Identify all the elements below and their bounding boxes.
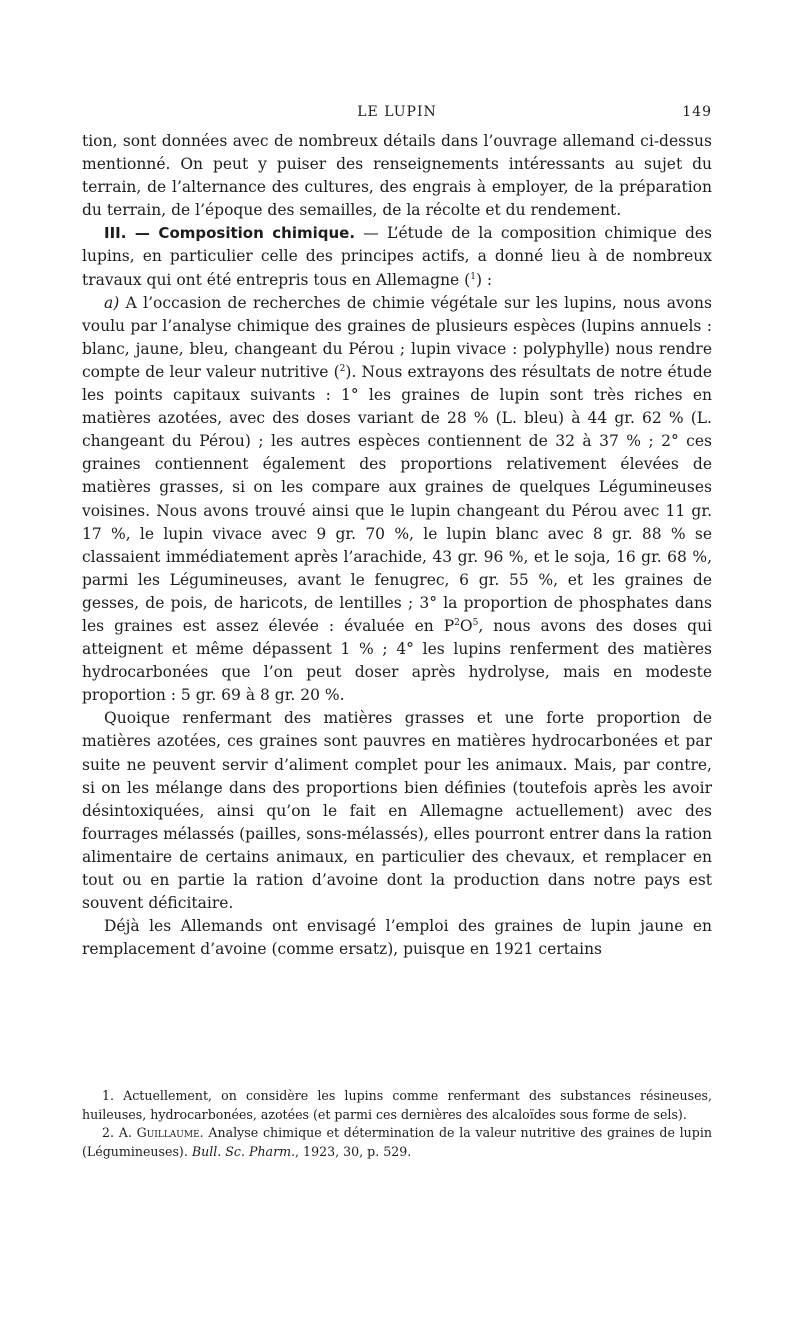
footnotes — [82, 1087, 712, 1161]
footnote-1: 1. Actuellement, on considère les lupins comme renfermant des substances résineuses, huileuses, hydrocarbonées, azotées (et parmi ces dernières des alcaloïdes sous forme de sels). — [82, 1088, 712, 1122]
paragraph-continuation: tion, sont données avec de nombreux détails dans l’ouvrage allemand ci-dessus mentionné. On peut y puiser des renseignements intéressants au sujet du terrain, de l’alternance des cultures, des engrais à employer, de la préparation du terrain, de l’époque des semailles, de la récolte et du rendement. — [82, 132, 712, 220]
paragraph-2: Quoique renfermant des matières grasses et une forte proportion de matières azotées, ces graines sont pauvres en matières hydrocarbonées et par suite ne peuvent servir d’aliment complet pour les animaux. Mais, par contre, si on les mélange dans des proportions bien définies (toutefois après les avoir désintoxiquées, ainsi qu’on le fait en Allemagne actuellement) avec des fourrages mélassés (pailles, sons-mélassés), elles pourront entrer dans la ration alimentaire de certains animaux, en particulier des chevaux, et remplacer en tout ou en partie la ration d’avoine dont la production dans notre pays est souvent déficitaire. — [82, 709, 712, 913]
footnote-ref-1: 1 — [470, 271, 476, 282]
section-heading: III. — Composition chimique. — [104, 224, 356, 243]
body-text — [82, 130, 712, 961]
footnote-2: 2. A. Guillaume. Analyse chimique et détermination de la valeur nutritive des graines de lupin (Légumineuses). Bull. Sc. Pharm., 1923, 30, p. 529. — [82, 1125, 712, 1159]
paragraph-a: a) A l’occasion de recherches de chimie végétale sur les lupins, nous avons voulu par l’analyse chimique des graines de plusieurs espèces (lupins annuels : blanc, jaune, bleu, changeant du Pérou ; lupin vivace : polyphylle) nous rendre compte de leur valeur nutritive ($^2$). Nous extrayons des résultats de notre étude les points capitaux suivants : 1° les graines de lupin sont très riches en matières azotées, avec des doses variant de 28 % (L. bleu) à 44 gr. 62 % (L. changeant du Pérou) ; les autres espèces contiennent de 32 à 37 % ; 2° ces graines contiennent également des proportions relativement élevées de matières grasses, si on les compare aux graines de quelques Légumineuses voisines. Nous avons trouvé ainsi que le lupin changeant du Pérou avec 11 gr. 17 %, le lupin vivace avec 9 gr. 70 %, le lupin blanc avec 8 gr. 88 % se classaient immédiatement après l’arachide, 43 gr. 96 %, et le soja, 16 gr. 68 %, parmi les Légumineuses, avant le fenugrec, 6 gr. 55 %, et les graines de gesses, de pois, de haricots, de lentilles ; 3° la proportion de phosphates dans les graines est assez élevée : évaluée en $P^2O^5$, nous avons des doses qui atteignent et même dépassent 1 % ; 4° les lupins renferment des matières hydrocarbonées que l’on peut doser après hydrolyse, mais en modeste proportion : 5 gr. 69 à 8 gr. 20 %. — [82, 293, 713, 705]
paragraph-section-3: III. — Composition chimique. — L’étude de la composition chimique des lupins, en particulier celle des principes actifs, a donné lieu à de nombreux travaux qui ont été entrepris tous en Allemagne ($^1$) : — [82, 224, 712, 289]
list-letter-a: a) — [104, 293, 120, 312]
page-number: 149 — [682, 104, 712, 120]
journal-title: Bull. Sc. Pharm. — [191, 1143, 296, 1159]
paragraph-3: Déjà les Allemands ont envisagé l’emploi des graines de lupin jaune en remplacement d’avoine (comme ersatz), puisque en 1921 certains — [82, 917, 712, 959]
running-header — [82, 104, 712, 124]
footnote-ref-2: 2 — [339, 363, 346, 374]
header-title: LE LUPIN — [357, 104, 437, 120]
footnote-author: Guillaume — [136, 1125, 200, 1140]
